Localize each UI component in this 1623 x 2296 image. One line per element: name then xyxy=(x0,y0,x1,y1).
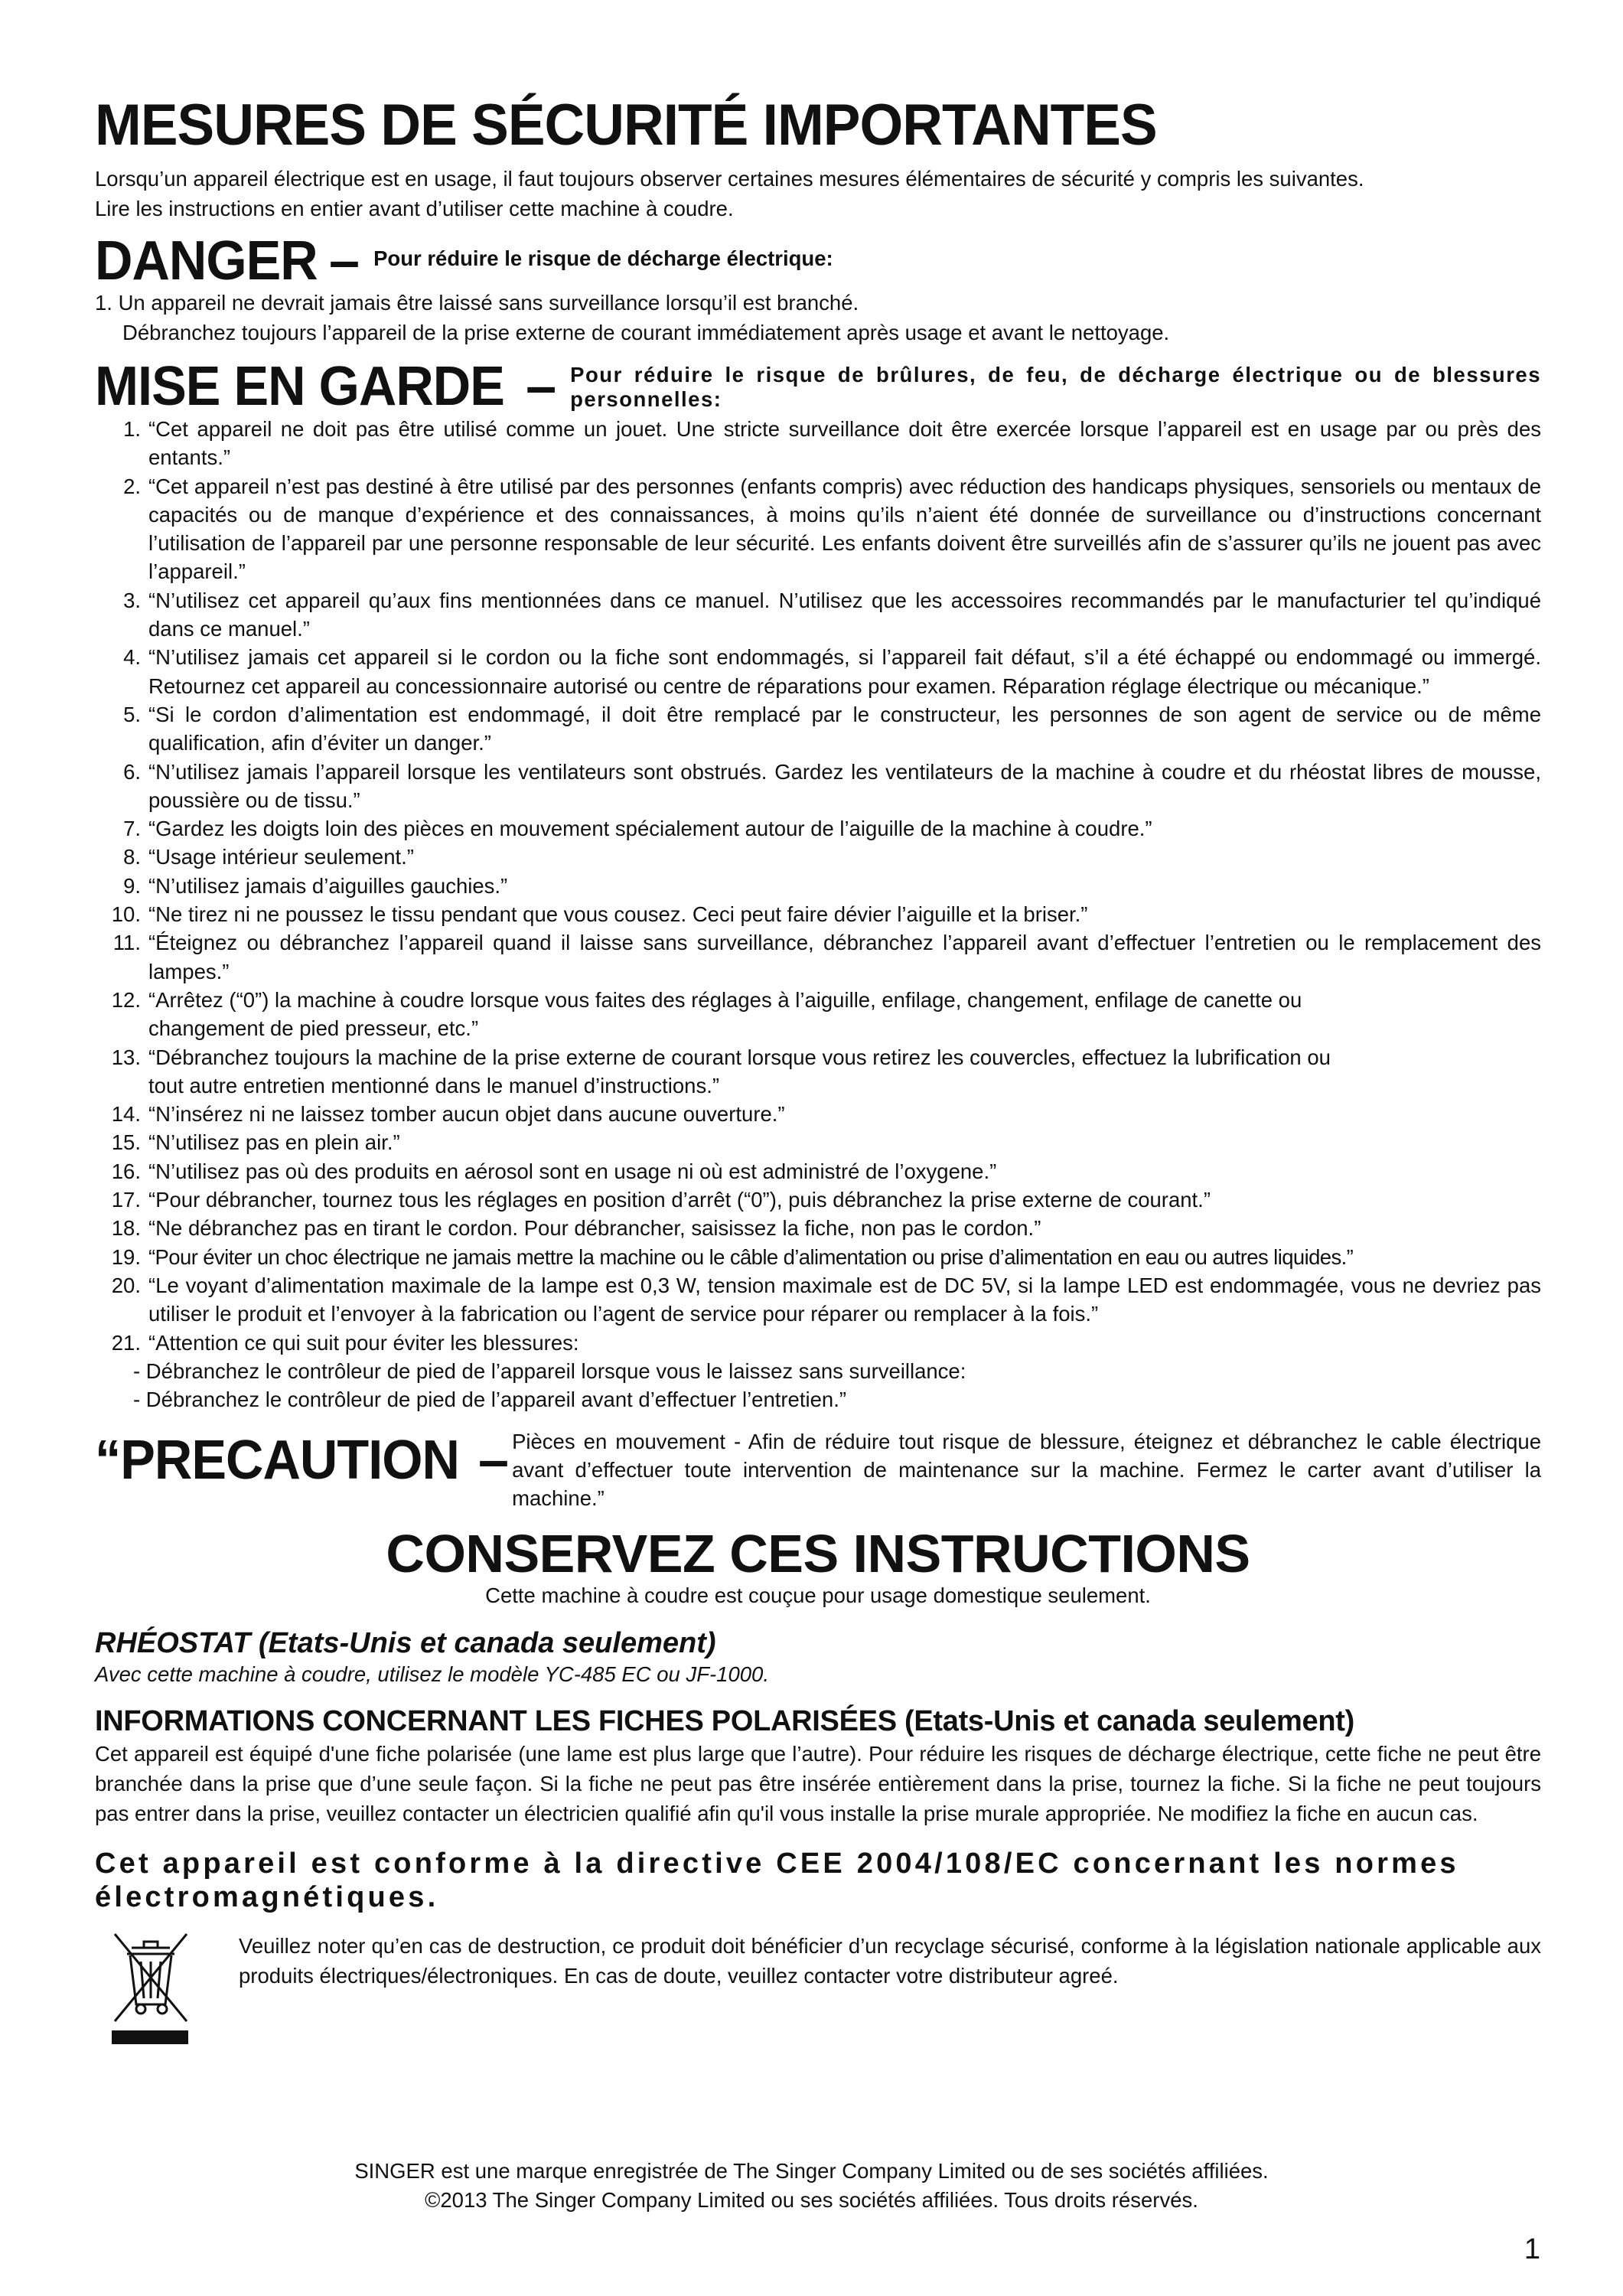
footer-line-2: ©2013 The Singer Company Limited ou ses sociétés affiliées. Tous droits réservés. xyxy=(425,2188,1198,2212)
list-item xyxy=(95,700,1541,758)
cee-title: Cet appareil est conforme à la directive CEE 2004/108/EC concernant les normes électromagnétiques. xyxy=(95,1848,1459,1914)
list-item-text: “N’insérez ni ne laissez tomber aucun objet dans aucune ouverture.” xyxy=(148,1102,785,1127)
list-item xyxy=(95,986,1541,1043)
list-item-number: 12. xyxy=(111,987,141,1012)
danger-line-1: 1. Un appareil ne devrait jamais être laissé sans surveillance lorsqu’il est branché. xyxy=(95,291,859,315)
intro-line-1: Lorsqu’un appareil électrique est en usage, il faut toujours observer certaines mesures élémentaires de sécurité y compris les suivantes. xyxy=(95,167,1364,191)
list-item xyxy=(95,1100,1541,1128)
list-item xyxy=(95,643,1541,700)
list-item-number: 8. xyxy=(123,845,141,869)
rheostat-title: RHÉOSTAT (Etats-Unis et canada seulement) xyxy=(95,1627,716,1660)
list-item xyxy=(95,472,1541,586)
danger-line-2: Débranchez toujours l’appareil de la prise externe de courant immédiatement après usage et avant le nettoyage. xyxy=(122,321,1170,344)
list-item-number: 10. xyxy=(111,902,141,927)
list-item-text: “Ne tirez ni ne poussez le tissu pendant que vous cousez. Ceci peut faire dévier l’aiguille et la briser.” xyxy=(148,902,1088,927)
list-item-text: “N’utilisez jamais d’aiguilles gauchies.” xyxy=(148,873,508,898)
list-item xyxy=(95,1157,1541,1186)
danger-subtitle: Pour réduire le risque de décharge électrique: xyxy=(373,246,833,270)
list-item xyxy=(95,1128,1541,1156)
list-item-number: 19. xyxy=(111,1244,141,1269)
list-item-text: “N’utilisez pas où des produits en aérosol sont en usage ni où est administré de l’oxygene.” xyxy=(148,1159,997,1183)
list-item-number: 2. xyxy=(123,474,141,498)
list-item xyxy=(95,814,1541,843)
list-item-number: 18. xyxy=(111,1216,141,1241)
list-item xyxy=(95,1243,1541,1271)
page-number: 1 xyxy=(1524,2233,1540,2265)
list-item xyxy=(95,586,1541,644)
danger-dash: – xyxy=(329,230,360,292)
list-item xyxy=(95,900,1541,928)
mise-en-garde-dash: – xyxy=(526,356,557,417)
list-item-number: 1. xyxy=(123,417,141,441)
list-item-number: 14. xyxy=(111,1102,141,1127)
recycling-text: Veuillez noter qu’en cas de destruction, ce produit doit bénéficier d’un recyclage sécurisé, conforme à la législation nationale applicable aux produits électriques/électroniques. En cas de doute, veuillez contacter votre distributeur agreé. xyxy=(239,1934,1541,1988)
list-item-number: 7. xyxy=(123,817,141,841)
mise-en-garde-subtitle: Pour réduire le risque de brûlures, de feu, de décharge électrique ou de blessures personnelles: xyxy=(570,363,1541,411)
list-item-text: “Arrêtez (“0”) la machine à coudre lorsque vous faites des réglages à l’aiguille, enfilage, changement, enfilage de canette ou changement de pied presseur, etc.” xyxy=(148,987,1302,1041)
precaution-block xyxy=(95,1430,1541,1512)
list-item-number: 4. xyxy=(123,645,141,670)
footer xyxy=(0,2157,1623,2215)
list-item xyxy=(95,758,1541,815)
list-item xyxy=(95,1043,1541,1101)
precaution-dash: – xyxy=(478,1430,510,1492)
list-item-number: 20. xyxy=(111,1273,141,1297)
list-item-text: “N’utilisez jamais cet appareil si le cordon ou la fiche sont endommagés, si l’appareil fait défaut, s’il a été échappé ou endommagé ou immergé. Retournez cet appareil au concessionnaire autorisé ou centre de réparations pour examen. Réparation réglage électrique ou mécanique.” xyxy=(148,645,1541,698)
danger-heading xyxy=(95,231,1541,291)
list-sub-item: - Débranchez le contrôleur de pied de l’appareil avant d’effectuer l’entretien.” xyxy=(133,1388,846,1412)
list-item-text: “Débranchez toujours la machine de la prise externe de courant lorsque vous retirez les couvercles, effectuez la lubrification ou tout autre entretien mentionné dans le manuel d’instructions.” xyxy=(148,1045,1331,1097)
polarized-text: Cet appareil est équipé d'une fiche polarisée (une lame est plus large que l’autre). Pour réduire les risques de décharge électrique, cette fiche ne peut être branchée dans la prise que d’une seule façon. Si la fiche ne peut pas être insérée entièrement dans la prise, tournez la fiche. Si la fiche ne peut toujours pas entrer dans la prise, veuillez contacter un électricien qualifié afin qu'il vous installe la prise murale appropriée. Ne modifiez la fiche en aucun cas. xyxy=(95,1742,1541,1826)
polarized-title: INFORMATIONS CONCERNANT LES FICHES POLARISÉES (Etats-Unis et canada seulement) xyxy=(95,1705,1355,1738)
list-item-number: 11. xyxy=(112,931,141,955)
list-item xyxy=(95,843,1541,871)
list-item-number: 13. xyxy=(111,1045,141,1069)
list-item xyxy=(95,415,1541,472)
list-item-number: 6. xyxy=(123,759,141,784)
list-item-number: 15. xyxy=(111,1130,141,1155)
list-item xyxy=(95,928,1541,986)
mise-en-garde-heading xyxy=(95,357,1541,416)
list-item xyxy=(95,1329,1541,1357)
list-item xyxy=(95,1214,1541,1242)
footer-line-1: SINGER est une marque enregistrée de The Singer Company Limited ou de ses sociétés affiliées. xyxy=(354,2159,1269,2183)
list-item-number: 9. xyxy=(123,873,141,898)
precaution-label: “PRECAUTION xyxy=(95,1430,459,1492)
list-item-text: “N’utilisez cet appareil qu’aux fins mentionnées dans ce manuel. N’utilisez que les accessoires recommandés par le manufacturier tel qu’indiqué dans ce manuel.” xyxy=(148,588,1541,641)
list-item-text: “Éteignez ou débranchez l’appareil quand il laisse sans surveillance, débranchez l’appareil avant d’effectuer l’entretien ou le remplacement des lampes.” xyxy=(148,931,1541,983)
intro xyxy=(95,164,1541,223)
crossed-out-wheelie-bin-icon xyxy=(95,1931,216,2050)
list-sub-item: - Débranchez le contrôleur de pied de l’appareil lorsque vous le laissez sans surveillance: xyxy=(133,1358,966,1383)
list-item-text: “Si le cordon d’alimentation est endommagé, il doit être remplacé par le constructeur, les personnes de son agent de service ou de même qualification, afin d’éviter un danger.” xyxy=(148,702,1541,755)
list-item-text: “Le voyant d’alimentation maximale de la lampe est 0,3 W, tension maximale est de DC 5V, si la lampe LED est endommagée, vous ne devriez pas utiliser le produit et l’envoyer à la fabrication ou l’agent de service pour réparer ou remplacer à la fois.” xyxy=(148,1273,1541,1326)
list-item-number: 17. xyxy=(111,1188,141,1212)
list-item-text: “Cet appareil ne doit pas être utilisé comme un jouet. Une stricte surveillance doit être exercée lorsque l’appareil est en usage par ou près des entants.” xyxy=(148,417,1541,470)
list-item-number: 16. xyxy=(111,1159,141,1183)
list-item-text: “Ne débranchez pas en tirant le cordon. Pour débrancher, saisissez la fiche, non pas le cordon.” xyxy=(148,1216,1041,1241)
recycling-block xyxy=(95,1931,1541,2050)
danger-label: DANGER xyxy=(95,230,318,292)
page-content xyxy=(95,92,1541,2050)
list-item-number: 21. xyxy=(111,1330,141,1355)
list-item-text: “N’utilisez pas en plein air.” xyxy=(148,1130,400,1155)
list-item-text: “Usage intérieur seulement.” xyxy=(148,845,414,869)
list-item-text: “Gardez les doigts loin des pièces en mouvement spécialement autour de l’aiguille de la machine à coudre.” xyxy=(148,817,1152,841)
list-item-text: “N’utilisez jamais l’appareil lorsque les ventilateurs sont obstrués. Gardez les ventilateurs de la machine à coudre et du rhéostat libres de mousse, poussière ou de tissu.” xyxy=(148,759,1541,812)
list-item-text: “Attention ce qui suit pour éviter les blessures: xyxy=(148,1330,579,1355)
list-item xyxy=(95,872,1541,900)
mise-en-garde-label: MISE EN GARDE xyxy=(95,356,504,417)
list-item xyxy=(95,1271,1541,1329)
list-item-text: “Pour éviter un choc électrique ne jamais mettre la machine ou le câble d’alimentation ou prise d’alimentation en eau ou autres liquides.” xyxy=(148,1244,1354,1269)
page-title: MESURES DE SÉCURITÉ IMPORTANTES xyxy=(95,93,1157,158)
conservez-subtitle: Cette machine à coudre est couçue pour usage domestique seulement. xyxy=(485,1583,1151,1608)
list-item-number: 5. xyxy=(123,702,141,726)
list-item xyxy=(95,1186,1541,1214)
precaution-text: Pièces en mouvement - Afin de réduire tout risque de blessure, éteignez et débranchez le cable électrique avant d’effectuer toute intervention de maintenance sur la machine. Fermez le carter avant d’utiliser la machine.” xyxy=(512,1430,1541,1511)
list-item-text: “Cet appareil n’est pas destiné à être utilisé par des personnes (enfants compris) avec réduction des handicaps physiques, sensoriels ou mentaux de capacités ou de manque d’expérience et des connaissances, à moins qu’ils n’aient été donnée de surveillance ou d’instructions concernant l’utilisation de l’appareil par une personne responsable de leur sécurité. Les enfants doivent être surveillés afin de s’assurer qu’ils ne jouent pas avec l’appareil.” xyxy=(148,474,1541,584)
safety-list xyxy=(95,415,1541,1414)
list-item-text: “Pour débrancher, tournez tous les réglages en position d’arrêt (“0”), puis débranchez la prise externe de courant.” xyxy=(148,1188,1211,1212)
list-item-number: 3. xyxy=(123,588,141,612)
intro-line-2: Lire les instructions en entier avant d’utiliser cette machine à coudre. xyxy=(95,197,734,220)
rheostat-text: Avec cette machine à coudre, utilisez le modèle YC-485 EC ou JF-1000. xyxy=(95,1662,769,1687)
conservez-title: CONSERVEZ CES INSTRUCTIONS xyxy=(386,1524,1250,1584)
